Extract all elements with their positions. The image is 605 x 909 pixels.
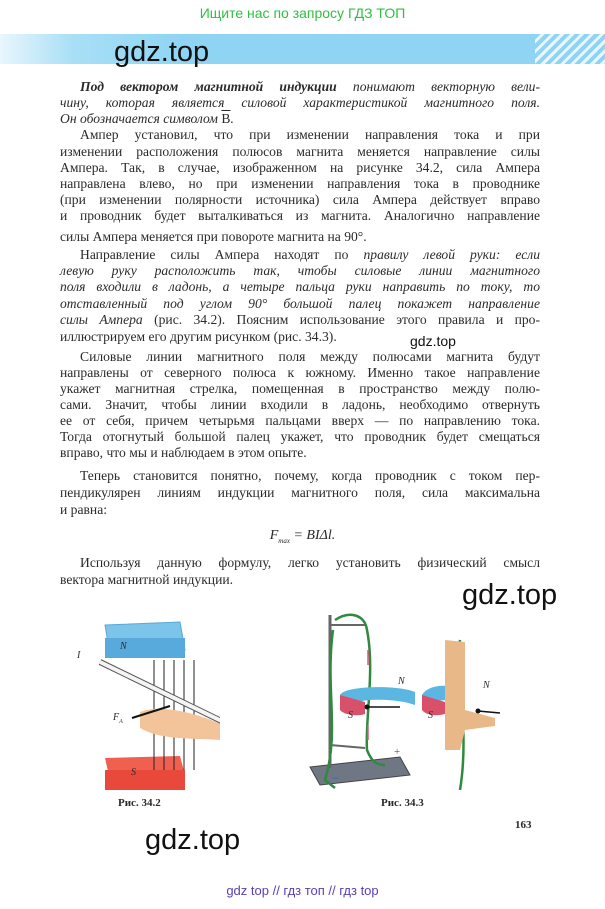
fig1-label-current: I (77, 650, 81, 661)
fig1-label-north: N (120, 641, 127, 652)
figure-34-3-illustration (305, 610, 520, 790)
text-line: поля входили в ладонь, а четыре пальца руки направить по току, то (60, 279, 540, 294)
text-line: иллюстрируем его другим рисунком (рис. 34.3). (60, 329, 337, 344)
text-line: (при изменении полярности источника) сила Ампера действует вправо (60, 192, 540, 207)
text-line: сами. Значит, чтобы линии входили в ладонь, необходимо отвернуть (60, 397, 540, 412)
text-line: чину, которая является силовой характеристикой магнитного поля. (60, 95, 540, 110)
text-line: Направление силы Ампера находят по правилу левой руки: если (80, 247, 541, 262)
watermark: gdz.top (114, 36, 210, 68)
text-line: Он обозначается символом $\overline{B}$. (60, 111, 234, 126)
figure-caption: Рис. 34.3 (381, 797, 424, 809)
search-hint-banner: Ищите нас по запросу ГДЗ ТОП (199, 5, 406, 21)
fig1-label-south: S (131, 767, 136, 778)
text-line: и проводник будет выталкиваться из магнита. Аналогично направление (60, 208, 540, 223)
figure-caption: Рис. 34.2 (118, 797, 161, 809)
text-line: силы Ампера (рис. 34.2). Поясним использование этого правила и про- (60, 312, 540, 327)
text-line: Под вектором магнитной индукции понимают векторную вели- (80, 79, 540, 94)
text-line: укажет магнитная стрелка, помещенная в пространство между полю- (60, 381, 540, 396)
text-line: Тогда отогнутый большой палец укажет, что проводник будет смещаться (60, 429, 540, 444)
text-line: отставленный под углом 90° большой палец покажет направление (60, 296, 540, 311)
text-line: Теперь становится понятно, почему, когда проводник с током пер- (80, 468, 540, 483)
watermark: gdz.top (145, 824, 241, 856)
formula: $F_{max} = BI\Delta l$. (269, 528, 336, 545)
page-number: 163 (515, 819, 532, 831)
text-line: вектора магнитной индукции. (60, 572, 234, 587)
footer-links: gdz top // гдз топ // гдз top (226, 883, 379, 898)
text-line: Ампер установил, что при изменении направления тока и при (80, 127, 540, 142)
text-line: силы Ампера меняется при повороте магнита на 90°. (60, 229, 367, 244)
text-line: левую руку расположить так, чтобы силовые линии магнитного (60, 263, 540, 278)
text-line: Ампера. Так, в случае, изображенном на рисунке 34.2, сила Ампера (60, 160, 540, 175)
watermark: gdz.top (410, 333, 456, 349)
text-line: изменении расположения полюсов магнита меняется направление силы (60, 144, 540, 159)
text-line: ее от себя, причем четырьмя пальцами вверх — по направлению тока. (60, 413, 540, 428)
fig2-label-north-2: N (483, 680, 490, 691)
text-line: Используя данную формулу, легко установить физический смысл (80, 555, 540, 570)
text-line: вправо, что мы и наблюдаем в этом опыте. (60, 445, 307, 460)
text-line: направлена влево, но при изменении направления тока в проводнике (60, 176, 540, 191)
text-line: и равна: (60, 502, 108, 517)
fig2-label-north: N (398, 676, 405, 687)
text-line: Силовые линии магнитного поля между полюсами магнита будут (80, 349, 540, 364)
header-band (0, 34, 605, 64)
fig2-label-south-2: S (428, 710, 433, 721)
text-line: направлены от северного полюса к южному. Именно такое направление (60, 365, 540, 380)
watermark: gdz.top (462, 579, 558, 611)
text-line: пендикулярен линиям индукции магнитного поля, сила максимальна (60, 485, 540, 500)
header-stripes (535, 34, 605, 64)
fig2-label-plus: + (394, 746, 401, 758)
fig2-label-south: S (348, 710, 353, 721)
fig2-label-minus: − (332, 771, 339, 785)
fig1-label-force: $F_A$ (113, 712, 123, 725)
figure-34-2-illustration (70, 610, 220, 790)
